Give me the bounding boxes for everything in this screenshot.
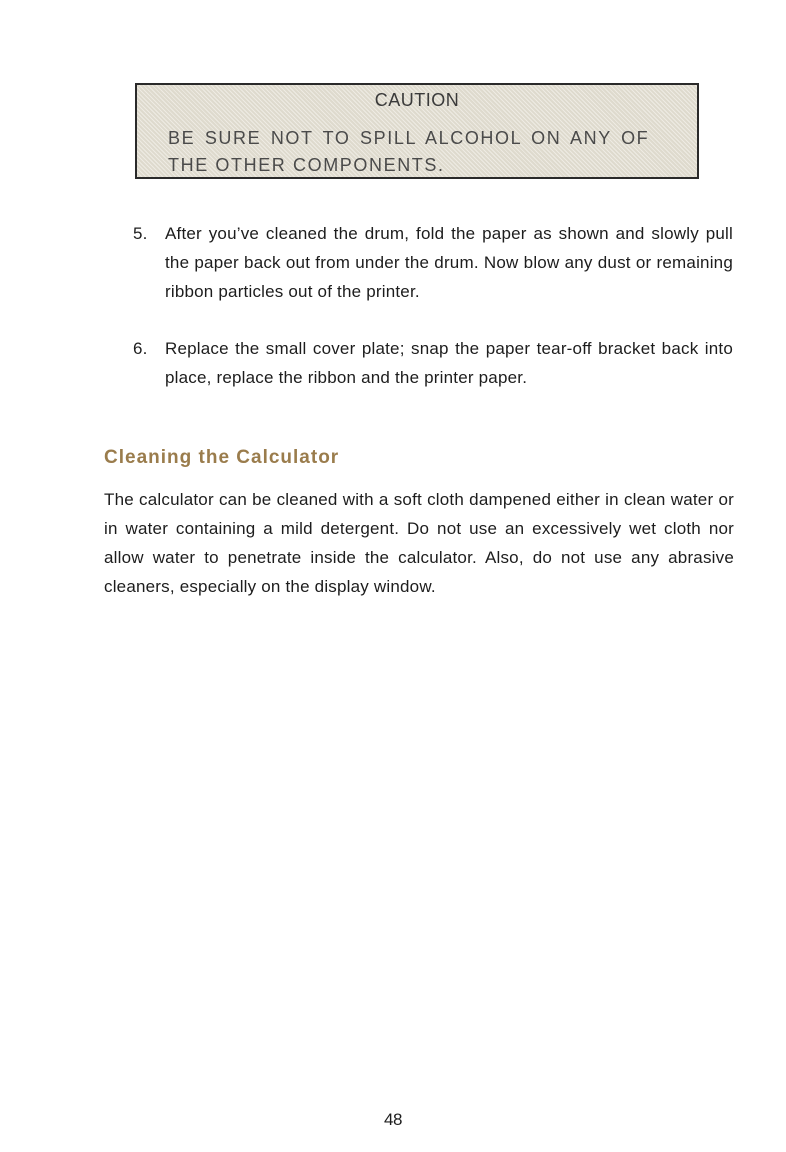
caution-text-line-1: BE SURE NOT TO SPILL ALCOHOL ON ANY OF bbox=[168, 128, 650, 148]
step-number: 5. bbox=[133, 224, 148, 243]
step-number: 6. bbox=[133, 339, 148, 358]
step-item-6 bbox=[133, 334, 733, 392]
step-text: Replace the small cover plate; snap the paper tear-off bracket back into place, replace the ribbon and the printer paper. bbox=[165, 339, 733, 387]
section-paragraph: The calculator can be cleaned with a soft cloth dampened either in clean water or in water containing a mild detergent. Do not use an excessively wet cloth nor allow water to penetrate inside the calculator. Also, do not use any abrasive cleaners, especially on the display window. bbox=[104, 490, 734, 596]
caution-text-line-2: THE OTHER COMPONENTS. bbox=[168, 155, 445, 175]
section-heading: Cleaning the Calculator bbox=[104, 447, 340, 468]
caution-box bbox=[135, 83, 699, 179]
page-number: 48 bbox=[384, 1110, 402, 1129]
step-text: After you’ve cleaned the drum, fold the paper as shown and slowly pull the paper back out from under the drum. Now blow any dust or remaining ribbon particles out of the printer. bbox=[165, 224, 733, 301]
step-item-5 bbox=[133, 219, 733, 306]
caution-title: CAUTION bbox=[374, 90, 460, 110]
